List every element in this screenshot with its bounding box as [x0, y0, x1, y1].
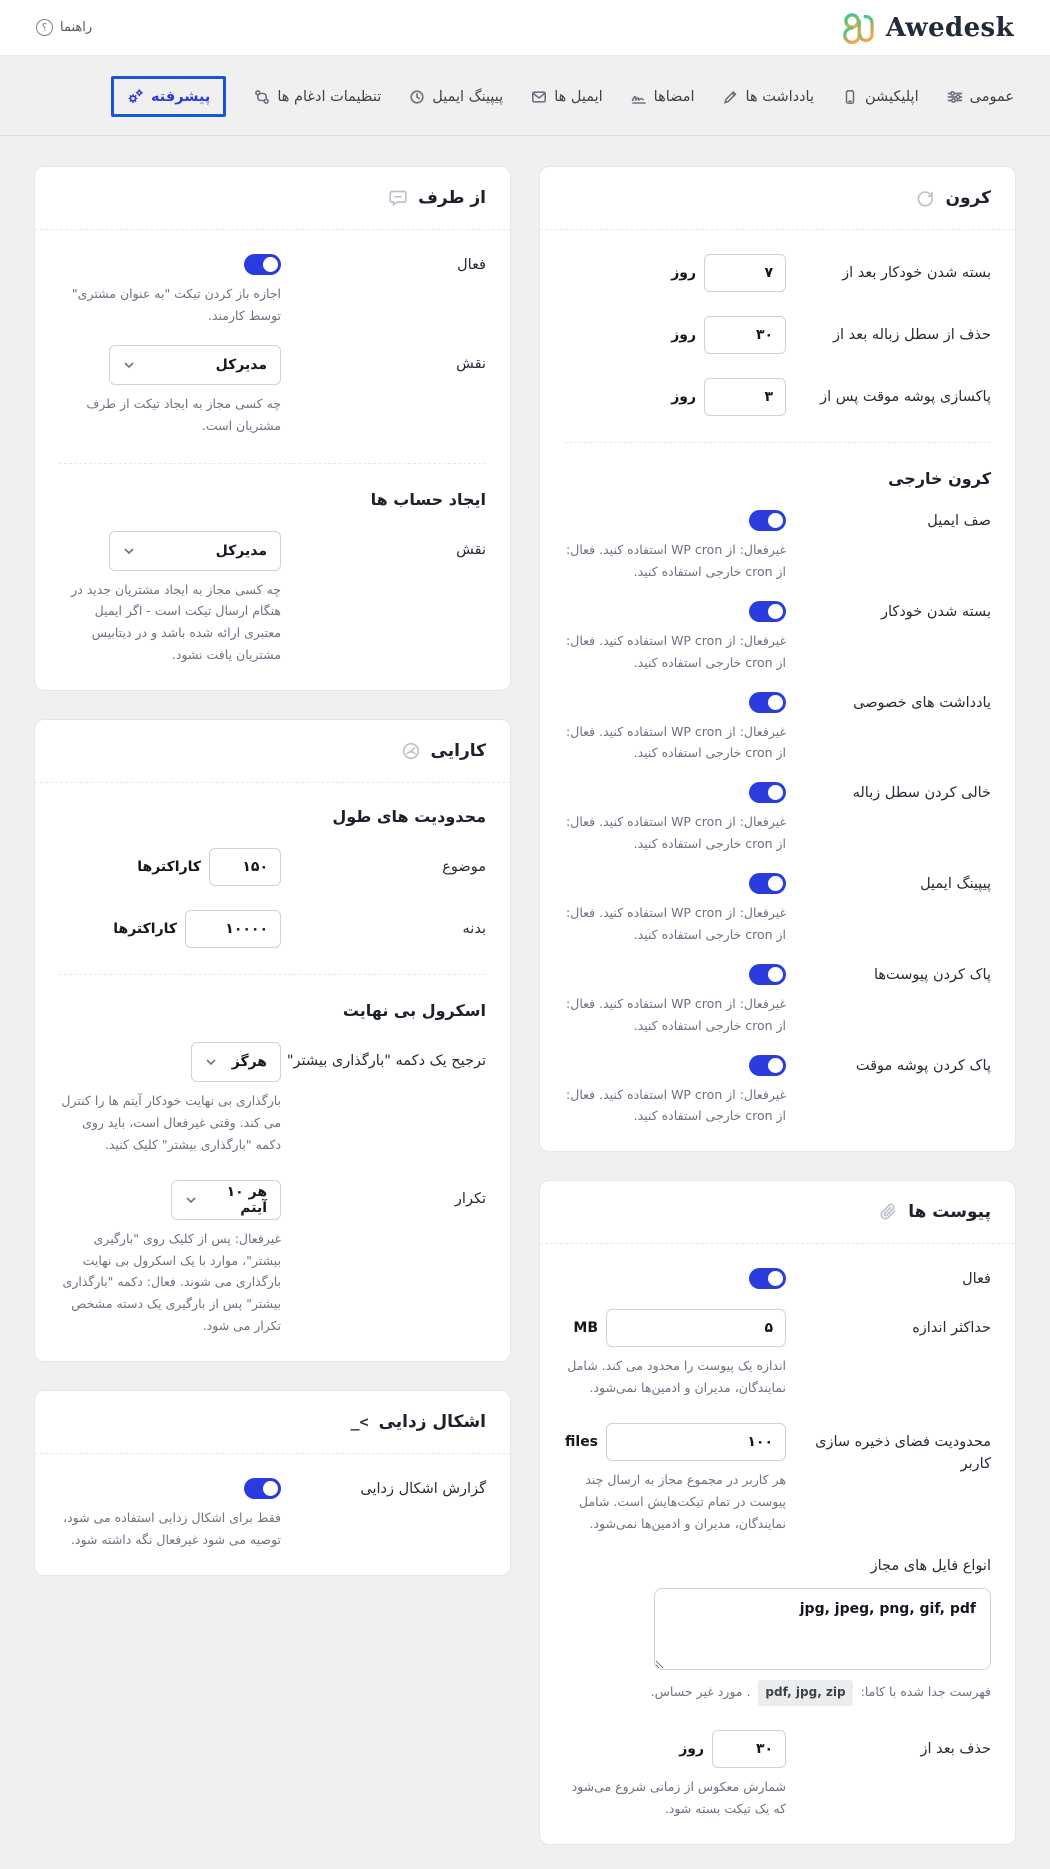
repeat-select[interactable] — [171, 1180, 281, 1220]
body-limit-input[interactable] — [185, 910, 281, 948]
debug-report-toggle[interactable] — [244, 1478, 281, 1499]
toggle-help-text: غیرفعال: از WP cron استفاده کنید. فعال: از cron خارجی استفاده کنید. — [566, 632, 787, 670]
delete-attachments-toggle-row: پاک کردن پیوست‌ها غیرفعال: از WP cron استفاده کنید. فعال: از cron خارجی استفاده کنید. — [564, 964, 991, 1037]
on-behalf-role-help: چه کسی مجاز به ایجاد تیکت از طرف مشتریان است. — [86, 395, 282, 433]
empty-trash-toggle[interactable] — [749, 782, 786, 803]
toggle-help-text: غیرفعال: از WP cron استفاده کنید. فعال: از cron خارجی استفاده کنید. — [566, 905, 787, 942]
email-piping-toggle-row: پیپینگ ایمیل غیرفعال: از WP cron استفاده کنید. فعال: از cron خارجی استفاده کنید. — [564, 873, 991, 946]
sliders-icon — [947, 89, 963, 105]
help-link-label: راهنما — [60, 20, 93, 35]
storage-limit-field: محدودیت فضای ذخیره سازی کاربر ۱۰۰ files هر کاربر در مجموع مجاز به ارسال چند پیوست در تمام تیکت‌هایش است. شامل نمایندگان، مدیران و ادمین‌ها نمی‌شود. — [564, 1423, 991, 1535]
toggle-help-text: غیرفعال: از WP cron استفاده کنید. فعال: از cron خارجی استفاده کنید. — [566, 814, 787, 852]
delete-after-days-input[interactable] — [712, 1730, 786, 1768]
toggle-help-text: غیرفعال: از WP cron استفاده کنید. فعال: از cron خارجی استفاده کنید. — [566, 1086, 787, 1124]
brand — [841, 10, 1014, 46]
file-types-textarea[interactable] — [654, 1588, 991, 1670]
max-size-input[interactable] — [606, 1309, 786, 1347]
file-types-field — [564, 1558, 991, 1706]
infinite-scroll-title: اسکرول بی نهایت — [342, 1001, 486, 1020]
max-size-field: حداکثر اندازه ۵ MB اندازه یک پیوست را محدود می کند. شامل نمایندگان، مدیران و ادمین‌ها نمی‌شود. — [564, 1309, 991, 1399]
days-unit-label: روز — [671, 389, 697, 405]
on-behalf-enabled-toggle[interactable] — [244, 254, 281, 275]
topbar — [0, 0, 1050, 56]
tab-advanced[interactable]: پیشرفته — [111, 76, 226, 117]
attachments-card-header — [540, 1181, 1015, 1244]
characters-unit-label: کاراکترها — [113, 921, 178, 937]
length-limits-title: محدودیت های طول — [332, 807, 486, 826]
empty-trash-toggle-row: خالی کردن سطل زباله غیرفعال: از WP cron استفاده کنید. فعال: از cron خارجی استفاده کنید. — [564, 782, 991, 855]
subject-limit-field: موضوع ۱۵۰ کاراکترها — [59, 848, 486, 886]
tmp-cleanup-days-input[interactable] — [704, 378, 786, 416]
envelope-icon — [531, 89, 547, 105]
subject-limit-input[interactable] — [209, 848, 281, 886]
cron-card — [539, 166, 1016, 1152]
performance-card-title: کارایی — [430, 741, 486, 761]
create-accounts-section — [59, 463, 486, 667]
tab-general[interactable]: عمومی — [947, 89, 1014, 105]
selected-role: مدیرکل — [215, 542, 268, 559]
email-queue-toggle[interactable] — [749, 510, 786, 531]
gauge-icon — [401, 741, 421, 761]
private-notes-toggle-row: یادداشت های خصوصی غیرفعال: از WP cron استفاده کنید. فعال: از cron خارجی استفاده کنید. — [564, 692, 991, 765]
email-piping-toggle[interactable] — [749, 873, 786, 894]
refresh-icon — [915, 188, 935, 208]
attachments-enabled-toggle[interactable] — [749, 1268, 786, 1289]
debugging-card — [34, 1390, 511, 1576]
tab-emails[interactable]: ایمیل ها — [531, 89, 602, 105]
prefer-load-more-field: ترجیح یک دکمه "بارگذاری بیشتر" هرگز بارگذاری بی نهایت خودکار آیتم ها را کنترل می کند. وقتی غیرفعال است، باید روی دکمه "بارگذاری بیشتر" کلیک کنید. — [59, 1042, 486, 1156]
external-cron-title: کرون خارجی — [888, 469, 991, 488]
paperclip-icon — [878, 1202, 898, 1222]
attachments-section — [564, 1268, 991, 1819]
storage-limit-input[interactable] — [606, 1423, 786, 1461]
chevron-down-icon — [123, 359, 135, 371]
infinite-scroll-section — [59, 974, 486, 1337]
auto-close-after-field — [564, 254, 991, 292]
notes-icon — [723, 89, 739, 105]
chat-bubble-icon — [388, 188, 408, 208]
signature-icon — [631, 89, 647, 105]
create-accounts-title: ایجاد حساب ها — [370, 489, 486, 509]
column-left — [34, 166, 511, 1576]
on-behalf-enabled-help: اجازه باز کردن تیکت "به عنوان مشتری" توسط کارمند. — [71, 286, 282, 323]
auto-close-days-input[interactable] — [704, 254, 786, 292]
email-queue-toggle-row: صف ایمیل غیرفعال: از WP cron استفاده کنید. فعال: از cron خارجی استفاده کنید. — [564, 510, 991, 583]
on-behalf-enabled-row: فعال اجازه باز کردن تیکت "به عنوان مشتری" توسط کارمند. — [59, 254, 486, 327]
delete-after-field: حذف بعد از ۳۰ روز شمارش معکوس از زمانی شروع می‌شود که یک تیکت بسته شود. — [564, 1730, 991, 1820]
create-accounts-role-help: چه کسی مجاز به ایجاد مشتریان جدید در هنگام ارسال تیکت است - اگر ایمیل معتبری ارائه شده باشد و در دیتابیس مشتریان یافت نشود. — [71, 581, 282, 663]
field-label: حذف از سطل زباله بعد از — [832, 327, 991, 343]
tab-email-piping[interactable]: پیپینگ ایمیل — [409, 89, 503, 105]
clean-tmp-folder-toggle[interactable] — [749, 1055, 786, 1076]
debugging-card-header — [35, 1391, 510, 1454]
field-label: بسته شدن خودکار بعد از — [842, 265, 991, 281]
auto-close-toggle[interactable] — [749, 601, 786, 622]
gears-icon — [127, 88, 144, 105]
create-accounts-role-field: نقش مدیرکل چه کسی مجاز به ایجاد مشتریان جدید در هنگام ارسال تیکت است - اگر ایمیل معتبری ارائه شده باشد و در دیتابیس مشتریان یافت نشود. — [59, 531, 486, 667]
field-label: پاکسازی پوشه موقت پس از — [820, 389, 991, 405]
toggle-help-text: غیرفعال: از WP cron استفاده کنید. فعال: از cron خارجی استفاده کنید. — [566, 723, 787, 761]
smartphone-icon — [842, 89, 858, 105]
max-size-help: اندازه یک پیوست را محدود می کند. شامل نمایندگان، مدیران و ادمین‌ها نمی‌شود. — [567, 1358, 787, 1395]
delete-after-help: شمارش معکوس از زمانی شروع می‌شود که یک تیکت بسته شود. — [571, 1778, 787, 1816]
file-types-example-chip: pdf, jpg, zip — [758, 1680, 852, 1706]
help-link[interactable] — [36, 19, 92, 36]
days-unit-label: روز — [679, 1740, 705, 1757]
create-accounts-role-select[interactable] — [109, 531, 281, 571]
days-unit-label: روز — [671, 265, 697, 281]
days-unit-label: روز — [671, 327, 697, 343]
prefer-load-more-select[interactable] — [191, 1042, 281, 1082]
on-behalf-role-field: نقش مدیرکل چه کسی مجاز به ایجاد تیکت از طرف مشتریان است. — [59, 345, 486, 437]
integrations-icon — [254, 89, 270, 105]
column-right — [539, 166, 1016, 1845]
history-icon — [409, 89, 425, 105]
mb-unit-label: MB — [573, 1320, 599, 1336]
settings-content — [0, 136, 1050, 1869]
debugging-section — [59, 1478, 486, 1551]
on-behalf-section — [59, 254, 486, 437]
terminal-icon: >_ — [350, 1413, 369, 1431]
trash-delete-days-input[interactable] — [704, 316, 786, 354]
brand-name: Awedesk — [885, 12, 1014, 43]
files-unit-label: files — [565, 1433, 599, 1450]
chevron-down-icon — [123, 545, 135, 557]
clean-tmp-folder-toggle-row: پاک کردن پوشه موقت غیرفعال: از WP cron استفاده کنید. فعال: از cron خارجی استفاده کنید. — [564, 1055, 991, 1128]
on-behalf-card — [34, 166, 511, 691]
cron-intervals-section — [564, 254, 991, 416]
selected-option: هر ۱۰ آیتم — [226, 1183, 268, 1216]
debug-report-row: گزارش اشکال زدایی فقط برای اشکال زدایی استفاده می شود، توصیه می شود غیرفعال نگه داشته شود. — [59, 1478, 486, 1551]
performance-card-header — [35, 720, 510, 783]
file-types-label: انواع فایل های مجاز — [870, 1558, 991, 1575]
toggle-help-text: غیرفعال: از WP cron استفاده کنید. فعال: از cron خارجی استفاده کنید. — [566, 542, 787, 579]
tmp-cleanup-after-field — [564, 378, 991, 416]
settings-tabs — [0, 56, 1050, 136]
repeat-field: تکرار هر ۱۰ آیتم غیرفعال: پس از کلیک روی "بارگیری بیشتر"، موارد با یک اسکرول بی نهایت بارگذاری می شوند. فعال: دکمه "بارگذاری بیشتر" پس از بارگیری یک دسته مشخص تکرار می شود. — [59, 1180, 486, 1337]
private-notes-toggle[interactable] — [749, 692, 786, 713]
selected-role: مدیرکل — [215, 356, 268, 373]
chevron-down-icon — [205, 1056, 217, 1068]
question-mark-icon: ؟ — [36, 19, 53, 36]
characters-unit-label: کاراکترها — [137, 859, 202, 875]
attachments-enabled-row: فعال — [564, 1268, 991, 1291]
storage-limit-help: هر کاربر در مجموع مجاز به ارسال چند پیوست در تمام تیکت‌هایش است. شامل نمایندگان، مدیران و ادمین‌ها نمی‌شود. — [578, 1471, 787, 1531]
on-behalf-card-title: از طرف — [418, 188, 486, 208]
tab-notes[interactable]: یادداشت ها — [723, 89, 814, 105]
file-types-help: فهرست جدا شده با کاما: pdf, jpg, zip . مورد غیر حساس. — [564, 1680, 991, 1706]
external-cron-section — [564, 442, 991, 1127]
auto-close-toggle-row: بسته شدن خودکار غیرفعال: از WP cron استفاده کنید. فعال: از cron خارجی استفاده کنید. — [564, 601, 991, 674]
debug-report-help: فقط برای اشکال زدایی استفاده می شود، توصیه می شود غیرفعال نگه داشته شود. — [63, 1510, 282, 1547]
on-behalf-card-header — [35, 167, 510, 230]
trash-delete-after-field — [564, 316, 991, 354]
tab-integrations-settings[interactable]: تنظیمات ادغام ها — [254, 89, 381, 105]
on-behalf-role-select[interactable] — [109, 345, 281, 385]
attachments-card-title: پیوست ها — [908, 1202, 991, 1223]
performance-card — [34, 719, 511, 1362]
tab-application[interactable]: اپلیکیشن — [842, 89, 919, 105]
cron-card-title: کرون — [945, 188, 991, 208]
attachments-card — [539, 1180, 1016, 1844]
repeat-help: غیرفعال: پس از کلیک روی "بارگیری بیشتر"، موارد با یک اسکرول بی نهایت بارگذاری می شوند. فعال: دکمه "بارگذاری بیشتر" پس از بارگیری یک دسته مشخص تکرار می شود. — [62, 1230, 282, 1334]
debugging-card-title: اشکال زدایی — [378, 1412, 486, 1432]
body-limit-field: بدنه ۱۰۰۰۰ کاراکترها — [59, 910, 486, 948]
prefer-load-more-help: بارگذاری بی نهایت خودکار آیتم ها را کنترل می کند. وقتی غیرفعال است، باید روی دکمه "بارگذاری بیشتر" کلیک کنید. — [61, 1093, 282, 1152]
length-limits-section — [59, 807, 486, 948]
toggle-help-text: غیرفعال: از WP cron استفاده کنید. فعال: از cron خارجی استفاده کنید. — [566, 995, 787, 1033]
awedesk-logo-icon — [841, 10, 877, 46]
delete-attachments-toggle[interactable] — [749, 964, 786, 985]
chevron-down-icon — [185, 1194, 197, 1206]
selected-option: هرگز — [231, 1054, 268, 1070]
cron-card-header — [540, 167, 1015, 230]
tab-signatures[interactable]: امضاها — [631, 89, 695, 105]
